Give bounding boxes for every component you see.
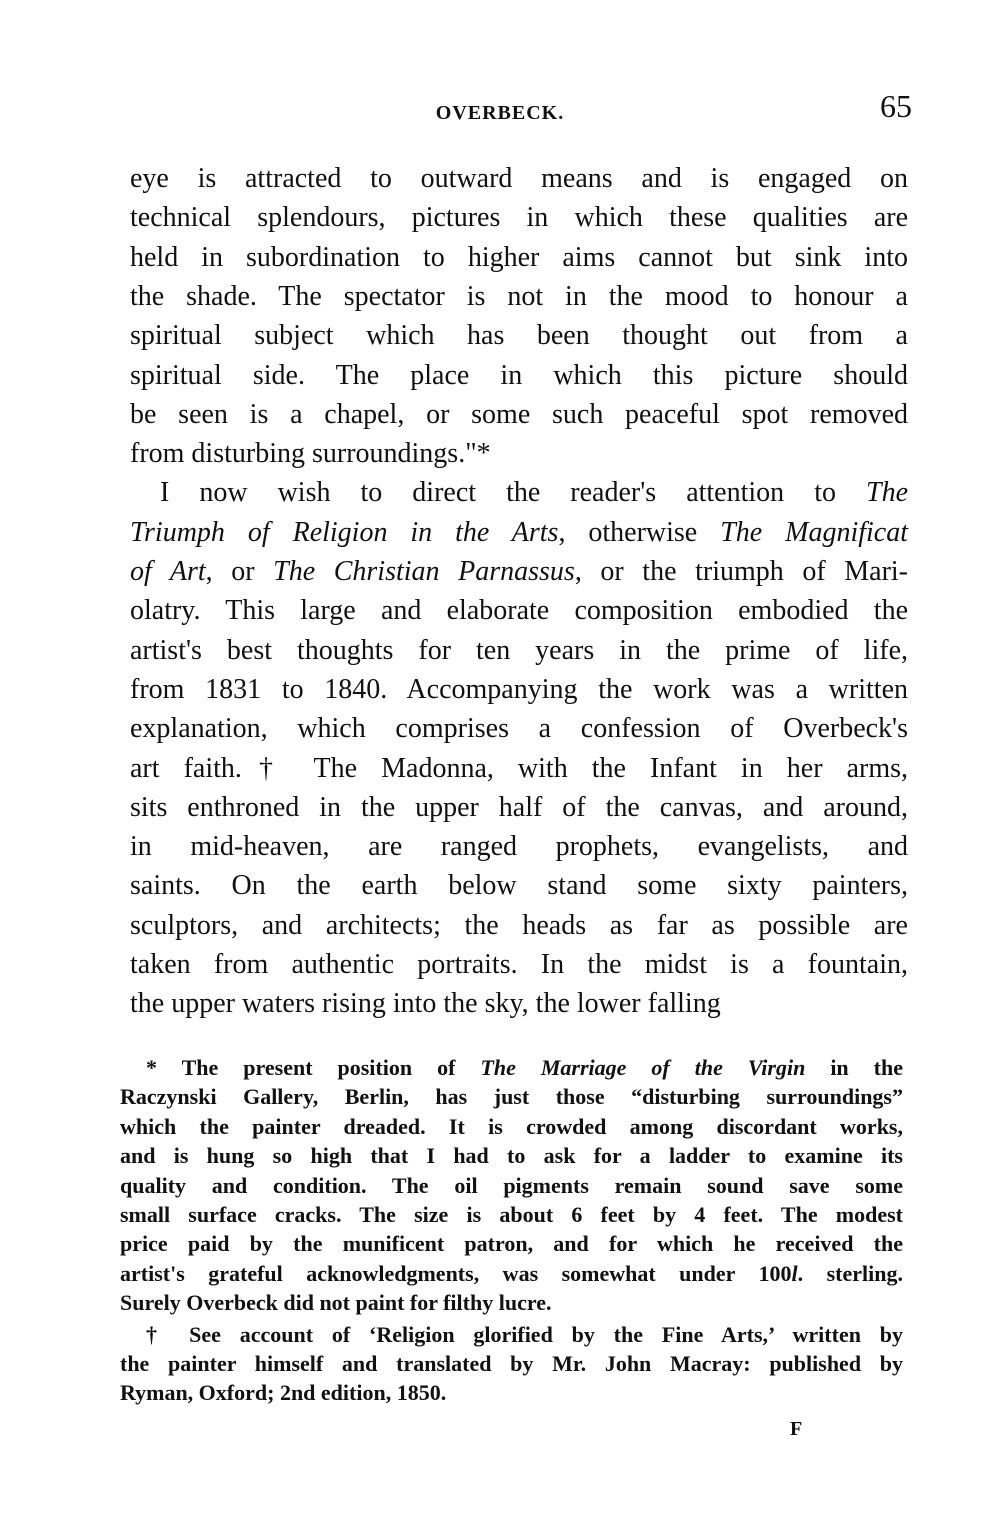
text-line [130,476,908,510]
footnote-line [120,1350,903,1378]
text-run: in mid-heaven, are ranged prophets, evangelists, and [130,831,908,863]
text-run: , or [205,556,274,587]
text-run: held in subordination to higher aims cannot but sink into [130,241,908,273]
text-run: which the painter dreaded. It is crowded among discordant works, [120,1113,903,1139]
page-header [0,88,1000,132]
footnote-line [120,1172,903,1200]
text-run: spiritual subject which has been thought out from a [130,320,908,352]
text-line [130,909,908,943]
text-line [130,791,908,825]
text-run: I now wish to direct the reader's attention to [160,477,866,509]
text-run: quality and condition. The oil pigments remain sound save some [120,1172,903,1198]
footnote-line [120,1379,903,1407]
text-line [130,359,908,393]
text-run: olatry. This large and elaborate composition embodied the [130,595,908,627]
text-run: Raczynski Gallery, Berlin, has just those “disturbing surroundings” [120,1084,903,1110]
text-line [130,319,908,353]
text-line [130,555,908,589]
running-title: OVERBECK. [435,102,565,124]
footnote-line [120,1054,903,1082]
text-run: taken from authentic portraits. In the midst is a fountain, [130,949,908,980]
text-run: small surface cracks. The size is about 6 feet by 4 feet. The modest [120,1202,903,1227]
footnote-line [120,1289,903,1317]
footnote-line [120,1321,903,1349]
text-run: artist's grateful acknowledgments, was somewhat under 100 [120,1260,792,1286]
text-run: sculptors, and architects; the heads as far as possible are [130,909,908,941]
text-line [130,162,908,196]
text-run: . sterling. [797,1260,903,1286]
text-line [130,712,908,746]
text-line [130,516,908,550]
italic-text: Triumph of Religion in the Arts [130,516,559,548]
text-run: from disturbing surroundings."* [130,438,491,470]
text-line [130,830,908,864]
text-run: Ryman, Oxford; 2nd edition, 1850. [120,1380,447,1406]
page-number: 65 [880,88,912,124]
footnote-line [120,1260,903,1288]
text-run: , otherwise [558,516,721,548]
text-run: in the [805,1055,903,1080]
text-run: † See account of ‘Religion glorified by the Fine Arts,’ written by [146,1321,903,1347]
text-run: , or the triumph of Mari- [574,556,908,587]
signature-mark: F [790,1418,803,1440]
footnote-line [120,1083,903,1111]
footnote-line [120,1113,903,1141]
text-line [130,437,908,471]
text-run: art faith.† The Madonna, with the Infant in her arms, [130,752,908,784]
text-run: saints. On the earth below stand some sixty painters, [130,870,908,902]
footnote-line [120,1201,903,1229]
text-run: * The present position of [146,1055,481,1080]
text-run: explanation, which comprises a confession of Overbeck's [130,713,908,745]
text-line [130,948,908,982]
text-line [130,987,908,1021]
text-run: technical splendours, pictures in which these qualities are [130,202,908,234]
footnote-line [120,1230,903,1258]
text-run: the painter himself and translated by Mr. John Macray: published by [120,1351,903,1376]
text-line [130,241,908,275]
text-run: spiritual side. The place in which this picture should [130,359,908,391]
text-run: be seen is a chapel, or some such peaceful spot removed [130,398,908,430]
text-run: from 1831 to 1840. Accompanying the work was a written [130,673,908,705]
italic-text: The Marriage of the Virgin [480,1055,806,1080]
italic-text: The Magnificat [720,516,908,548]
text-run: the upper waters rising into the sky, the lower falling [130,988,721,1020]
text-run: the shade. The spectator is not in the mood to honour a [130,280,908,312]
italic-text: l [791,1260,798,1286]
text-run: sits enthroned in the upper half of the canvas, and around, [130,791,908,823]
footnote-line [120,1142,903,1170]
text-line [130,752,908,786]
text-line [130,280,908,314]
italic-text: The [866,477,908,509]
italic-text: The Christian Parnassus [273,556,575,587]
text-line [130,634,908,668]
text-run: eye is attracted to outward means and is engaged on [130,163,908,194]
text-line [130,201,908,235]
text-run: Surely Overbeck did not paint for filthy lucre. [120,1290,552,1316]
text-run: and is hung so high that I had to ask for a ladder to examine its [120,1143,903,1169]
text-run: artist's best thoughts for ten years in the prime of life, [130,634,908,666]
text-line [130,398,908,432]
text-line [130,594,908,628]
text-line [130,673,908,707]
text-line [130,869,908,903]
text-run: price paid by the munificent patron, and for which he received the [120,1231,903,1257]
italic-text: of Art [130,556,206,587]
